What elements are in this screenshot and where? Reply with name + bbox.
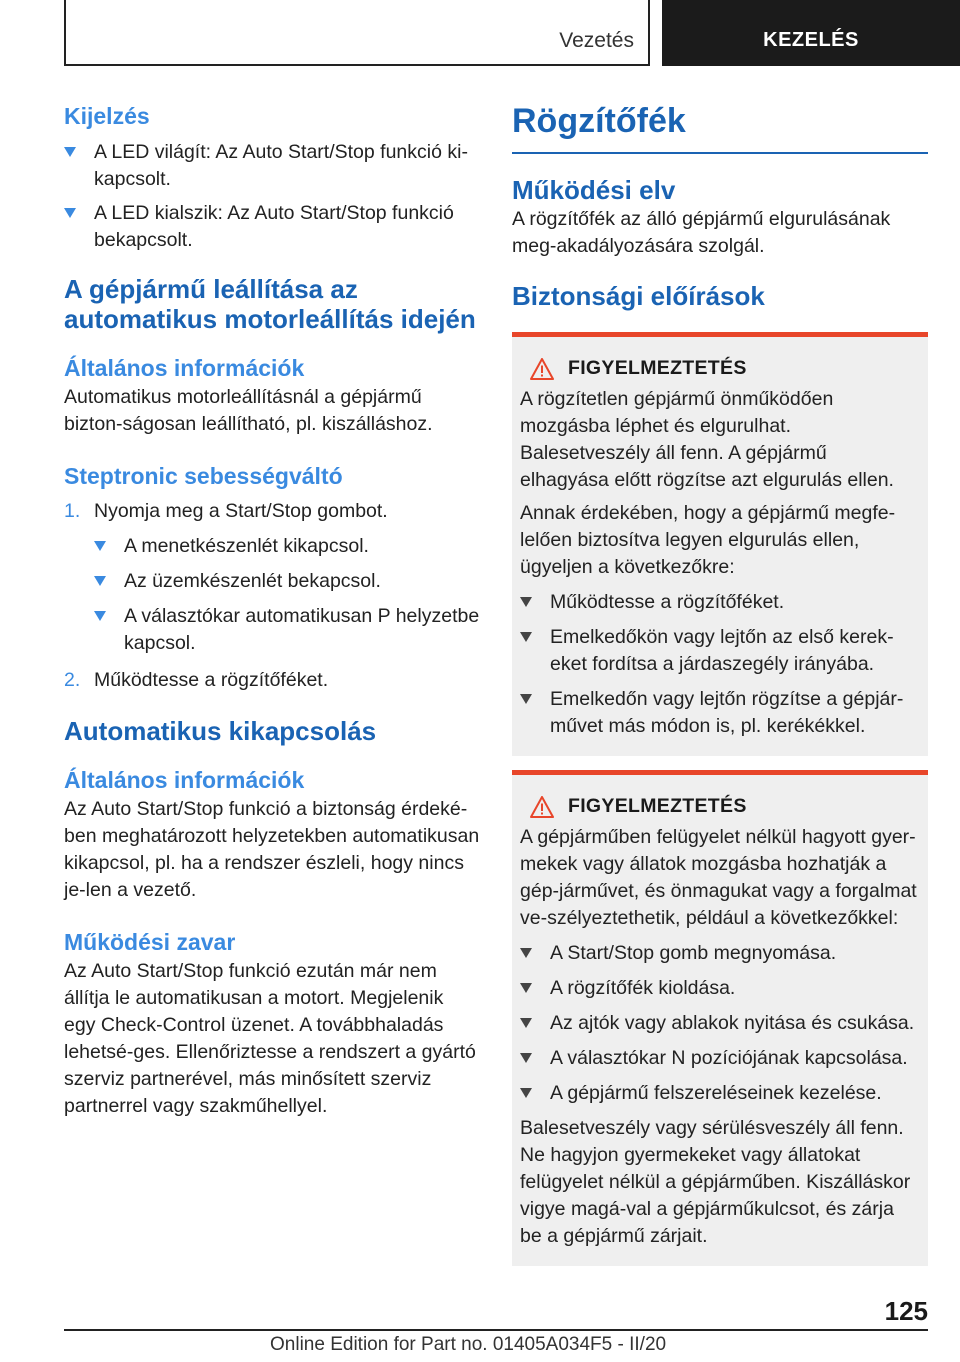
auto-off-heading: Automatikus kikapcsolás bbox=[64, 716, 377, 746]
list-item: A gépjármű felszereléseinek kezelése. bbox=[520, 1080, 920, 1107]
triangle-down-icon bbox=[520, 948, 532, 958]
right-column bbox=[512, 100, 928, 1266]
left-column bbox=[64, 100, 480, 1120]
list-item: Emelkedőkön vagy lejtőn az első kerek‐eket fordítsa a járdaszegély irányába. bbox=[520, 624, 920, 678]
warning-list bbox=[520, 940, 920, 1107]
principle-heading: Működési elv bbox=[512, 175, 676, 205]
display-list bbox=[64, 139, 480, 254]
list-item: A választókar automatikusan P helyzetbe kapcsol. bbox=[94, 603, 480, 657]
list-item: Az ajtók vagy ablakok nyitása és csukása. bbox=[520, 1010, 920, 1037]
display-heading: Kijelzés bbox=[64, 103, 150, 129]
footer-rule bbox=[64, 1329, 928, 1331]
list-item: A választókar N pozíciójának kapcsolása. bbox=[520, 1045, 920, 1072]
chapter-tab bbox=[662, 0, 960, 66]
step-item: 1. Nyomja meg a Start/Stop gombot. A menetkészenlét kikapcsol. Az üzemkészenlét bekapcsol. A választókar automatikusan P helyzetbe kapcsol. bbox=[64, 498, 480, 657]
triangle-down-icon bbox=[520, 632, 532, 642]
section-tab bbox=[64, 0, 650, 66]
steptronic-heading: Steptronic sebességváltó bbox=[64, 463, 343, 489]
triangle-down-icon bbox=[94, 611, 106, 621]
warning-text: Annak érdekében, hogy a gépjármű megfe‐lelően biztosítva legyen elgurulás ellen, ügyeljen a következőkre: bbox=[520, 502, 896, 578]
warning-triangle-icon bbox=[530, 796, 554, 818]
section-title: Vezetés bbox=[559, 29, 634, 52]
general2-heading: Általános információk bbox=[64, 767, 305, 793]
page-number: 125 bbox=[884, 1296, 928, 1326]
step-item: 2. Működtesse a rögzítőféket. bbox=[64, 669, 329, 691]
triangle-down-icon bbox=[520, 1088, 532, 1098]
edition-text: Online Edition for Part no. 01405A034F5 - II/20 bbox=[270, 1334, 667, 1355]
warning-list bbox=[520, 589, 920, 740]
general2-text: Az Auto Start/Stop funkció a biztonság érdeké‐ben meghatározott helyzetekben automatikusan kikapcsol, pl. ha a rendszer észleli, hogy nincs je‐len a vezető. bbox=[64, 798, 480, 901]
warning-box bbox=[512, 332, 928, 756]
list-item: A rögzítőfék kioldása. bbox=[520, 975, 920, 1002]
triangle-down-icon bbox=[520, 694, 532, 704]
warning-title: FIGYELMEZTETÉS bbox=[520, 357, 920, 380]
list-item: A LED kialszik: Az Auto Start/Stop funkció bekapcsolt. bbox=[64, 200, 480, 254]
list-item: A Start/Stop gomb megnyomása. bbox=[520, 940, 920, 967]
triangle-down-icon bbox=[520, 1053, 532, 1063]
warning-triangle-icon bbox=[530, 358, 554, 380]
triangle-down-icon bbox=[520, 983, 532, 993]
list-item: Az üzemkészenlét bekapcsol. bbox=[94, 568, 480, 595]
parking-brake-title: Rögzítőfék bbox=[512, 102, 686, 140]
chapter-title: KEZELÉS bbox=[763, 29, 859, 51]
fault-heading: Működési zavar bbox=[64, 929, 236, 955]
warning-box bbox=[512, 770, 928, 1266]
title-rule bbox=[512, 152, 928, 154]
general-heading: Általános információk bbox=[64, 355, 305, 381]
list-item: A LED világít: Az Auto Start/Stop funkció ki‐kapcsolt. bbox=[64, 139, 480, 193]
general-text: Automatikus motorleállításnál a gépjármű bizton‐ságosan leállítható, pl. kiszálláshoz. bbox=[64, 386, 433, 435]
warning-text: A gépjárműben felügyelet nélkül hagyott gyer‐mekek vagy állatok mozgásba hozhatják a gép‐járművet, és önmagukat vagy a forgalmat ve‐szélyeztethetik, például a következőkkel: bbox=[520, 826, 917, 929]
triangle-down-icon bbox=[94, 576, 106, 586]
substep-list bbox=[94, 533, 480, 657]
triangle-down-icon bbox=[64, 208, 76, 218]
list-item: Működtesse a rögzítőféket. bbox=[520, 589, 920, 616]
triangle-down-icon bbox=[520, 597, 532, 607]
warning-title: FIGYELMEZTETÉS bbox=[520, 795, 920, 818]
steps-list bbox=[64, 498, 480, 694]
principle-text: A rögzítőfék az álló gépjármű elgurulásának meg‐akadályozására szolgál. bbox=[512, 208, 891, 257]
warning-text: A rögzítetlen gépjármű önműködően mozgásba léphet és elgurulhat. Balesetveszély áll fenn. A gépjármű elhagyása előtt rögzítse azt elgurulás ellen. bbox=[520, 388, 894, 491]
fault-text: Az Auto Start/Stop funkció ezután már nem állítja le automatikusan a motort. Megjelenik egy Check-Control üzenet. A továbbhaladás lehetsé‐ges. Ellenőriztesse a rendszert a gyártó szerviz partnerével, más minősített szerviz partnerrel vagy szakműhellyel. bbox=[64, 960, 476, 1117]
list-item: Emelkedőn vagy lejtőn rögzítse a gépjár‐művet más módon is, pl. kerékékkel. bbox=[520, 686, 920, 740]
warning-text: Balesetveszély vagy sérülésveszély áll fenn. Ne hagyjon gyermekeket vagy állatokat felügyelet nélkül a gépjárműben. Kiszálláskor vigye magá‐val a gépjárműkulcsot, és zárja be a gépjármű zárjait. bbox=[520, 1117, 911, 1247]
triangle-down-icon bbox=[94, 541, 106, 551]
list-item: A menetkészenlét kikapcsol. bbox=[94, 533, 480, 560]
safety-heading: Biztonsági előírások bbox=[512, 281, 765, 311]
triangle-down-icon bbox=[520, 1018, 532, 1028]
parking-heading: A gépjármű leállítása az automatikus motorleállítás idején bbox=[64, 274, 476, 334]
triangle-down-icon bbox=[64, 147, 76, 157]
